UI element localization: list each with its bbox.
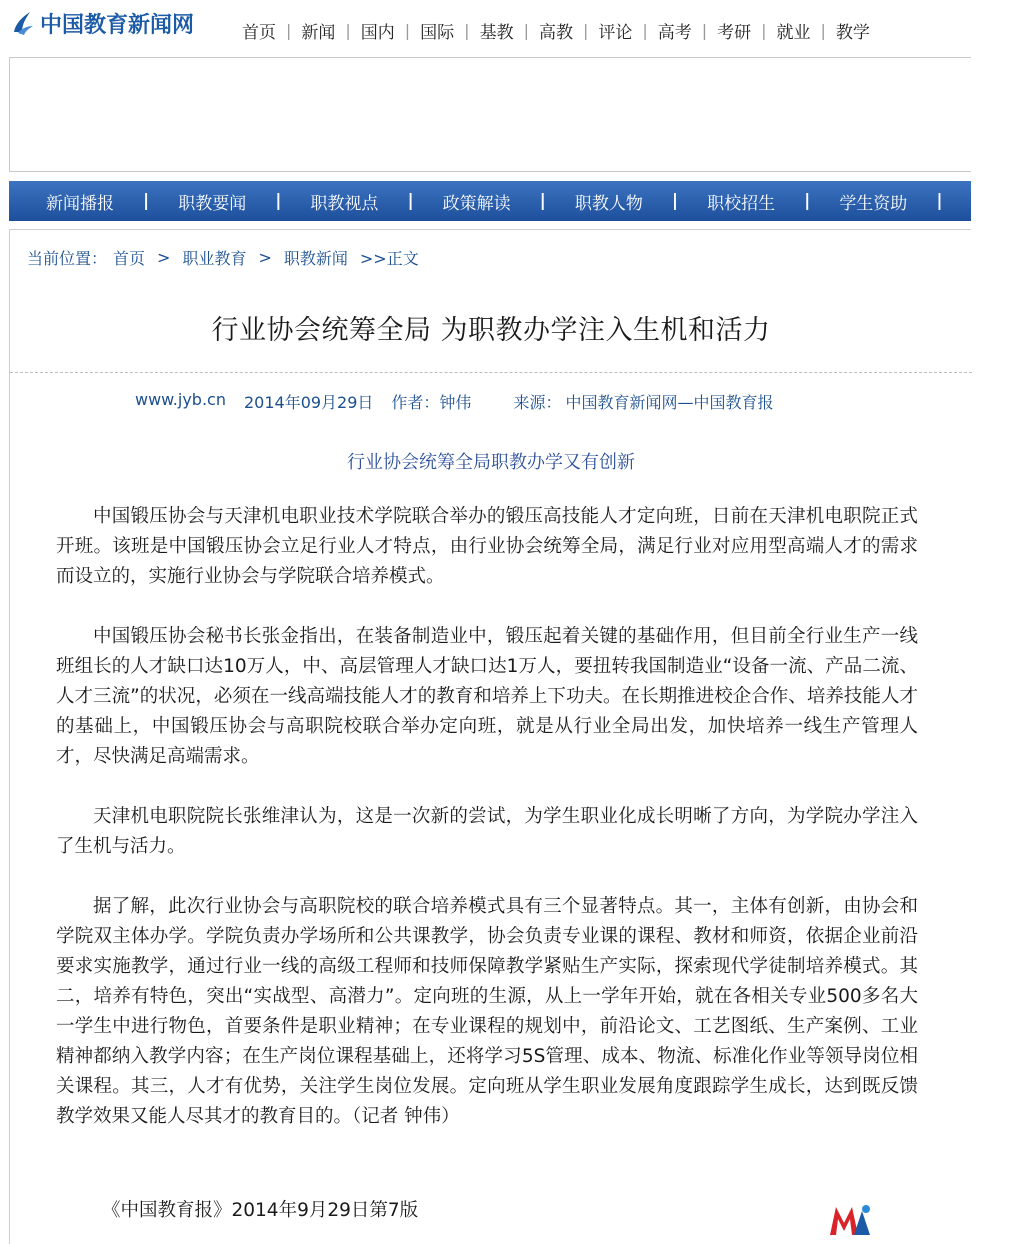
top-nav-item[interactable]: 高教 [538, 22, 573, 43]
top-nav-item[interactable]: 就业 [776, 22, 811, 43]
top-nav-item[interactable]: 首页 [242, 22, 276, 43]
top-nav-separator: | [701, 20, 708, 40]
author: 作者：钟伟 [391, 393, 472, 412]
top-nav-item[interactable]: 评论 [598, 22, 633, 43]
site-url: www.jyb.cn [135, 390, 226, 409]
article-subtitle: 行业协会统筹全局职教办学又有创新 [347, 452, 635, 473]
channel-nav-separator: | [275, 191, 282, 211]
top-nav-separator: | [464, 20, 470, 40]
channel-nav-separator: | [671, 191, 679, 211]
top-nav-separator: | [345, 20, 351, 40]
source-label: 来源： [513, 393, 562, 412]
article-title: 行业协会统筹全局 为职教办学注入生机和活力 [211, 315, 771, 346]
site-header [0, 0, 971, 56]
top-nav-item[interactable]: 基教 [479, 22, 514, 43]
channel-nav-item[interactable]: 评 [971, 193, 989, 214]
article-meta [135, 390, 791, 413]
breadcrumb [27, 246, 425, 269]
article-paragraph: 据了解，此次行业协会与高职院校的联合培养模式具有三个显著特点。其一，主体有创新，由协会和学院双主体办学。学院负责办学场所和公共课教学，协会负责专业课的课程、教材和师资，依据企业前沿要求实施教学，通过行业一线的高级工程师和技师保障教学紧贴生产实际，探索现代学徒制培养模式。其二，培养有特色，突出“实战型、高潜力”。定向班的生源，从上一学年开始，就在各相关专业500多名大一学生中进行物色，首要条件是职业精神；在专业课程的规划中，前沿论文、工艺图纸、生产案例、工业精神都纳入教学内容；在生产岗位课程基础上，还将学习5S管理、成本、物流、标准化作业等领导岗位相关课程。其三，人才有优势，关注学生岗位发展。定向班从学生职业发展角度跟踪学生成长，达到既反馈教学效果又能人尽其才的教育目的。（记者 钟伟） [56, 896, 918, 1127]
title-divider [10, 372, 972, 373]
jyb-logo-icon [8, 8, 38, 38]
breadcrumb-arrow: > [258, 248, 272, 267]
publish-date: 2014年09月29日 [243, 393, 374, 412]
top-nav-separator: | [404, 20, 411, 40]
top-nav [232, 18, 880, 42]
newspaper-issue: 《中国教育报》2014年9月29日第7版 [102, 1200, 419, 1221]
top-nav-item[interactable]: 国际 [420, 22, 455, 43]
top-nav-separator: | [761, 20, 767, 40]
source: 中国教育新闻网—中国教育报 [565, 393, 774, 412]
banner-area [9, 57, 971, 172]
top-nav-item[interactable]: 国内 [360, 22, 395, 43]
site-logo-text: 中国教育新闻网 [40, 11, 195, 38]
breadcrumb-label: 当前位置： [27, 249, 108, 268]
channel-nav [9, 181, 989, 221]
top-nav-separator: | [642, 20, 648, 40]
breadcrumb-home[interactable]: 首页 [113, 249, 146, 268]
channel-nav-separator: | [407, 191, 414, 211]
channel-nav-item[interactable]: 学生资助 [839, 193, 908, 214]
channel-nav-item[interactable]: 职教视点 [310, 193, 379, 214]
top-nav-item[interactable]: 教学 [835, 22, 870, 43]
site-logo[interactable] [8, 6, 194, 40]
top-nav-separator: | [582, 20, 589, 40]
top-nav-item[interactable]: 高考 [657, 22, 692, 43]
m-brand-icon [828, 1201, 872, 1237]
article-paragraph: 天津机电职院院长张维津认为，这是一次新的尝试，为学生职业化成长明晰了方向，为学院办学注入了生机与活力。 [56, 806, 918, 857]
article-frame [9, 229, 971, 1244]
breadcrumb-vocational[interactable]: 职业教育 [182, 249, 247, 268]
top-nav-separator: | [286, 20, 292, 40]
channel-nav-item[interactable]: 职教人物 [574, 193, 643, 214]
article-paragraph: 中国锻压协会与天津机电职业技术学院联合举办的锻压高技能人才定向班，日前在天津机电职院正式开班。该班是中国锻压协会立足行业人才特点，由行业协会统筹全局，满足行业对应用型高端人才的需求而设立的，实施行业协会与学院联合培养模式。 [56, 506, 918, 587]
channel-nav-item[interactable]: 新闻播报 [46, 193, 114, 214]
channel-nav-separator: | [143, 191, 150, 211]
article-body [56, 502, 918, 1162]
breadcrumb-arrow: > [157, 248, 171, 267]
top-nav-item[interactable]: 考研 [717, 22, 752, 43]
article-paragraph: 中国锻压协会秘书长张金指出，在装备制造业中，锻压起着关键的基础作用，但目前全行业生产一线班组长的人才缺口达10万人，中、高层管理人才缺口达1万人，要扭转我国制造业“设备一流、产品二流、人才三流”的状况，必须在一线高端技能人才的教育和培养上下功夫。在长期推进校企合作、培养技能人才的基础上，中国锻压协会与高职院校联合举办定向班，就是从行业全局出发，加快培养一线生产管理人才，尽快满足高端需求。 [56, 626, 918, 767]
top-nav-separator: | [523, 20, 529, 40]
channel-nav-separator: | [936, 191, 943, 211]
breadcrumb-news[interactable]: 职教新闻 [283, 249, 348, 268]
channel-nav-item[interactable]: 政策解读 [442, 193, 511, 214]
top-nav-item[interactable]: 新闻 [301, 22, 336, 43]
channel-nav-item[interactable]: 职教要闻 [178, 193, 247, 214]
channel-nav-item[interactable]: 职校招生 [707, 193, 776, 214]
channel-nav-separator: | [804, 191, 811, 211]
channel-nav-separator: | [539, 191, 546, 211]
top-nav-separator: | [820, 20, 826, 40]
breadcrumb-current: >>正文 [359, 249, 419, 268]
